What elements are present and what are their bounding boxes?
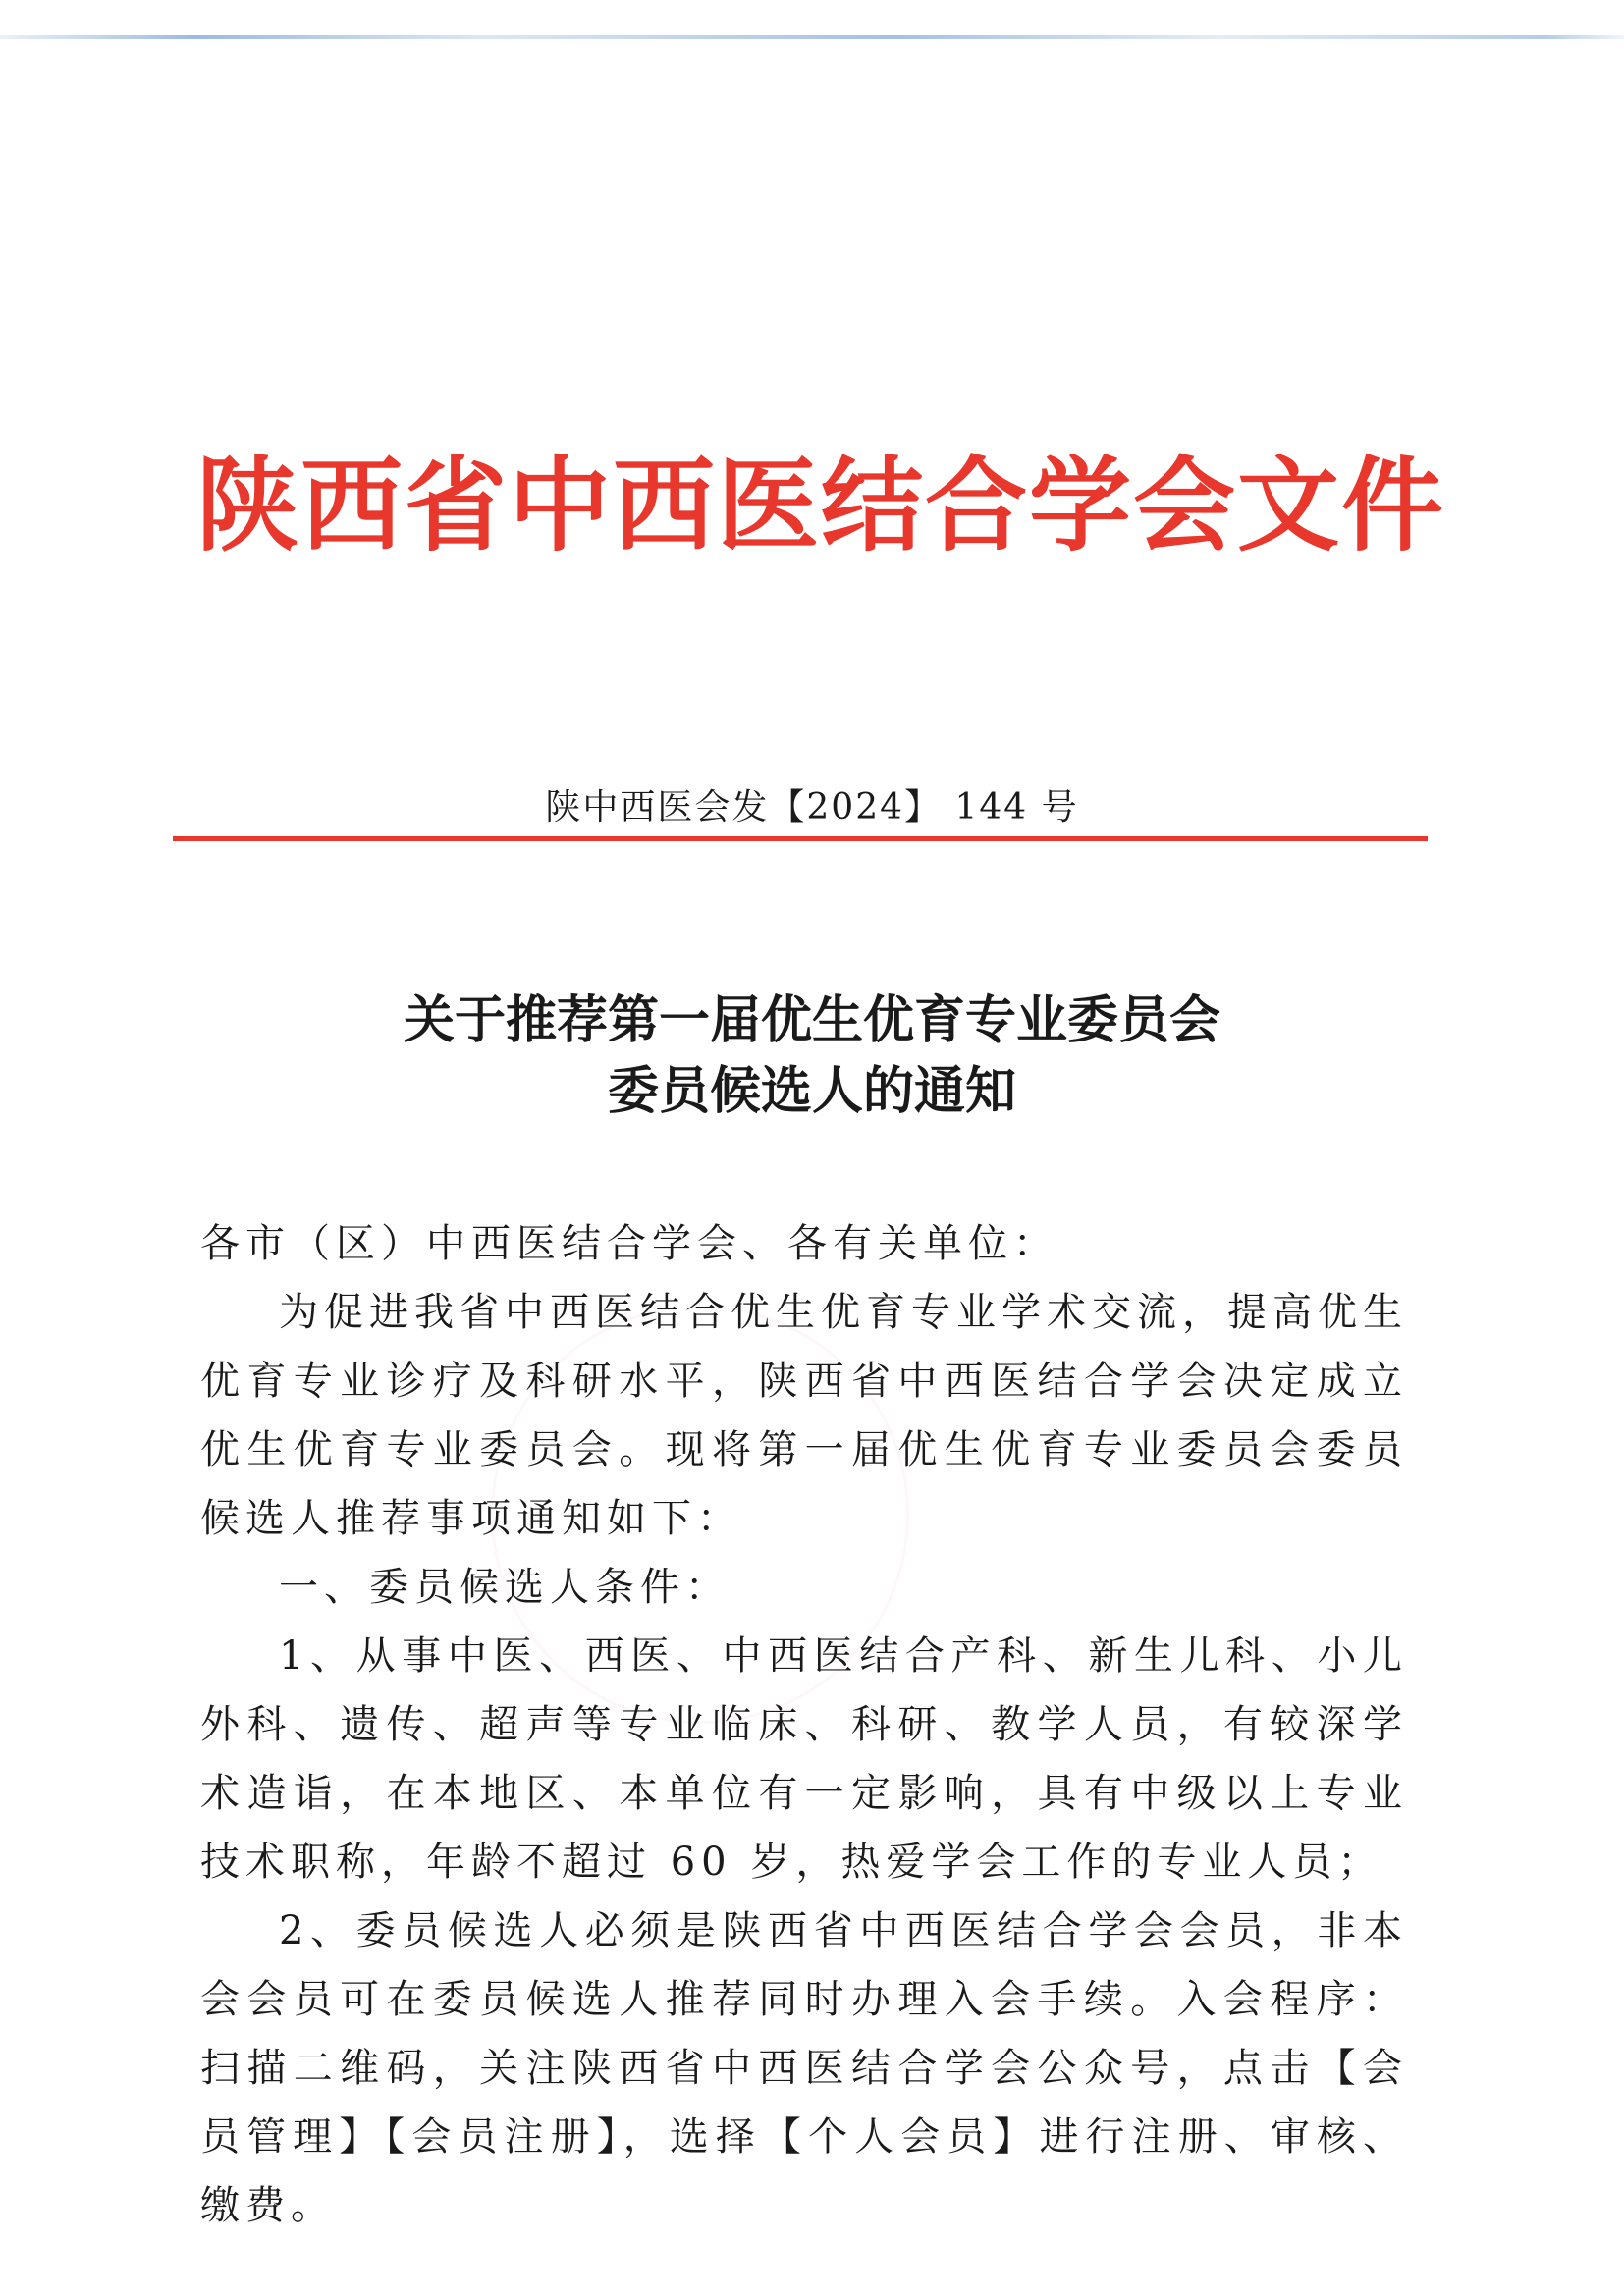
- body-paragraph: 1、从事中医、西医、中西医结合产科、新生儿科、小儿外科、遗传、超声等专业临床、科研、教学人员，有较深学术造诣，在本地区、本单位有一定影响，具有中级以上专业技术职称，年龄不超过 60 岁，热爱学会工作的专业人员；: [200, 1633, 1408, 1885]
- document-masthead: 陕西省中西医结合学会文件: [196, 446, 1446, 565]
- notice-title: [196, 986, 1428, 1127]
- body-paragraph: 为促进我省中西医结合优生优育专业学术交流，提高优生优育专业诊疗及科研水平，陕西省中西医结合学会决定成立优生优育专业委员会。现将第一届优生优育专业委员会委员候选人推荐事项通知如下：: [200, 1290, 1408, 1541]
- salutation: 各市（区）中西医结合学会、各有关单位：: [200, 1221, 1058, 1266]
- section-heading: 一、委员候选人条件：: [279, 1565, 731, 1610]
- document-number: 陕中西医会发【2024】 144 号: [545, 787, 1079, 828]
- scan-edge-line: [0, 35, 1624, 39]
- notice-title-line-1: 关于推荐第一届优生优育专业委员会: [403, 990, 1220, 1050]
- body-paragraph: 2、委员候选人必须是陕西省中西医结合学会会员，非本会会员可在委员候选人推荐同时办理入会手续。入会程序：扫描二维码，关注陕西省中西医结合学会公众号，点击【会员管理】【会员注册】，选择【个人会员】进行注册、审核、缴费。: [200, 1908, 1408, 2228]
- red-divider-rule: [173, 836, 1428, 841]
- notice-title-line-2: 委员候选人的通知: [607, 1061, 1016, 1121]
- notice-body: [200, 1209, 1408, 2240]
